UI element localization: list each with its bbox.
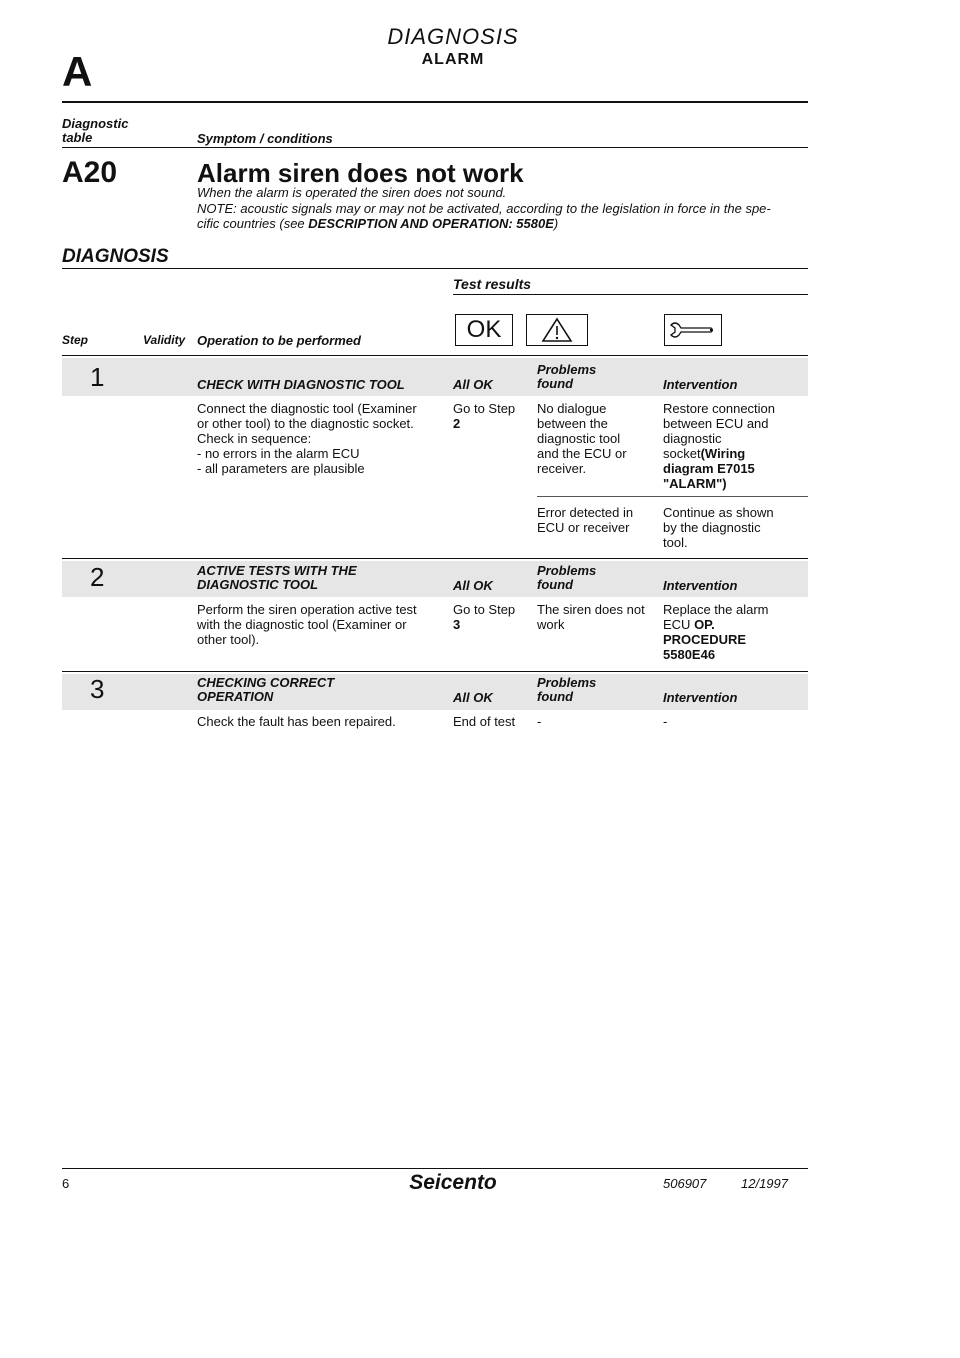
step-1-operation: Connect the diagnostic tool (Examiner or other tool) to the diagnostic socket. Check in sequence: - no errors in the alarm ECU - all parameters are plausible <box>197 401 417 476</box>
step-3-all-ok: All OK <box>453 690 493 705</box>
header-rule <box>62 101 808 103</box>
step-1-all-ok: All OK <box>453 377 493 392</box>
step-3-number: 3 <box>90 674 105 704</box>
test-results-rule <box>453 294 808 295</box>
page-number: 6 <box>62 1176 70 1191</box>
step-1-ok-text: Go to Step <box>453 401 516 416</box>
col-step: Step <box>62 333 89 347</box>
diagnostic-table-label: Diagnostic table <box>62 116 129 145</box>
step-1-problem-1: No dialogue between the diagnostic tool and the ECU or receiver. <box>537 401 627 476</box>
step-2-ok-step: 3 <box>453 617 461 632</box>
step-1-intervention-1-text: Restore connection between ECU and diagnostic socket <box>663 401 776 461</box>
footer-rule <box>62 1168 808 1169</box>
wrench-icon <box>664 314 722 346</box>
section-letter: A <box>62 48 93 95</box>
doc-code: 506907 <box>663 1176 707 1191</box>
test-results-label: Test results <box>453 276 532 292</box>
step-1-intervention-2: Continue as shown by the diagnostic tool. <box>663 505 774 550</box>
table-top-rule <box>62 355 808 356</box>
step-2-problems: Problems found <box>537 563 597 592</box>
step-1-intervention-1-ref: (Wiring diagram E7015 "ALARM") <box>663 446 755 491</box>
step-3-intervention: Intervention <box>663 690 738 705</box>
doc-date: 12/1997 <box>741 1176 788 1191</box>
step-2-heading: ACTIVE TESTS WITH THE DIAGNOSTIC TOOL <box>197 563 357 592</box>
col-operation: Operation to be performed <box>197 333 361 348</box>
step-2-operation: Perform the siren operation active test with the diagnostic tool (Examiner or other tool). <box>197 602 417 647</box>
step-2-top-rule <box>62 558 808 559</box>
brand-logo: Seicento <box>409 1171 497 1194</box>
step-1-problem-2: Error detected in ECU or receiver <box>537 505 634 535</box>
symptom-conditions-label: Symptom / conditions <box>197 131 333 146</box>
step-2-number: 2 <box>90 562 105 592</box>
page-title: DIAGNOSIS <box>387 24 519 49</box>
step-3-problem-1: - <box>537 714 542 729</box>
step-1-intervention-1 <box>663 401 803 491</box>
symptom-rule <box>62 147 808 148</box>
step-1-sub-rule <box>537 496 808 497</box>
step-2-all-ok: All OK <box>453 578 493 593</box>
step-3-intervention-1: - <box>663 714 668 729</box>
ok-text: OK <box>466 316 502 343</box>
symptom-description: When the alarm is operated the siren does not sound. <box>197 185 507 200</box>
step-1-ok-step: 2 <box>453 416 461 431</box>
step-2-problem-1: The siren does not work <box>537 602 645 632</box>
note-reference: DESCRIPTION AND OPERATION: 5580E <box>308 216 554 231</box>
symptom-title: Alarm siren does not work <box>197 158 524 188</box>
step-1-problems: Problems found <box>537 362 597 391</box>
step-1-ok <box>453 401 515 431</box>
step-1-number: 1 <box>90 362 105 392</box>
diagnosis-heading: DIAGNOSIS <box>62 246 169 267</box>
diagnosis-rule <box>62 268 808 269</box>
step-1-heading: CHECK WITH DIAGNOSTIC TOOL <box>197 377 405 392</box>
symptom-code: A20 <box>62 156 118 189</box>
step-2-ok-text: Go to Step <box>453 602 516 617</box>
step-3-problems: Problems found <box>537 675 597 704</box>
note-text: NOTE: acoustic signals may or may not be activated, according to the legislation in force in the spe- cific countries (see <box>197 201 771 231</box>
symptom-note <box>197 201 812 231</box>
step-3-ok-text: End of test <box>453 714 516 729</box>
note-suffix: ) <box>553 216 559 231</box>
ok-box-icon <box>455 314 513 346</box>
step-3-top-rule <box>62 671 808 672</box>
step-3-operation: Check the fault has been repaired. <box>197 714 396 729</box>
step-2-intervention: Intervention <box>663 578 738 593</box>
step-2-intervention-1-ref: OP. PROCEDURE 5580E46 <box>663 617 747 662</box>
step-3-heading: CHECKING CORRECT OPERATION <box>197 675 335 704</box>
step-2-intervention-1 <box>663 602 803 662</box>
step-2-ok <box>453 602 515 632</box>
page-subtitle: ALARM <box>421 51 485 68</box>
warning-triangle-icon <box>526 314 588 346</box>
step-1-intervention: Intervention <box>663 377 738 392</box>
step-2-intervention-1-text: Replace the alarm ECU <box>663 602 769 632</box>
col-validity: Validity <box>143 333 186 347</box>
